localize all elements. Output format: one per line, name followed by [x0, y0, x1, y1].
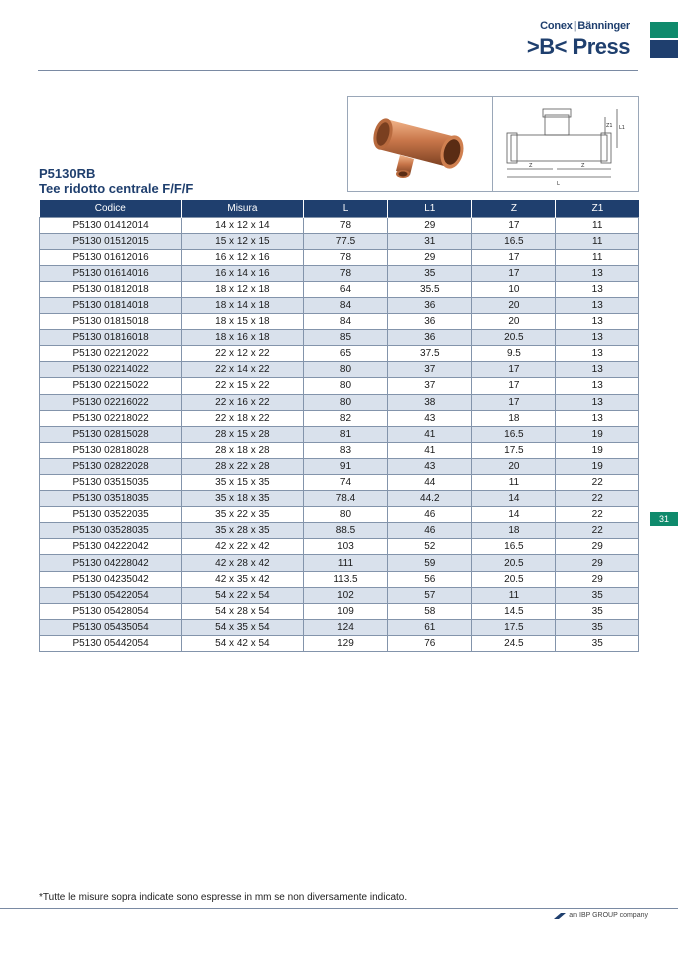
table-cell: P5130 05422054 — [40, 587, 182, 603]
table-cell: P5130 01412014 — [40, 217, 182, 233]
table-cell: 59 — [388, 555, 472, 571]
table-cell: 17 — [472, 217, 556, 233]
table-cell: 13 — [556, 297, 639, 313]
brand-logo — [527, 20, 630, 60]
table-cell: 13 — [556, 265, 639, 281]
table-cell: 43 — [388, 410, 472, 426]
table-cell: 111 — [303, 555, 388, 571]
table-cell: 18 — [472, 523, 556, 539]
table-cell: 109 — [303, 603, 388, 619]
table-cell: 35 — [556, 635, 639, 651]
table-cell: 102 — [303, 587, 388, 603]
table-cell: 29 — [556, 555, 639, 571]
column-header: Codice — [40, 200, 182, 217]
table-cell: 76 — [388, 635, 472, 651]
table-row — [40, 571, 639, 587]
table-cell: 9.5 — [472, 346, 556, 362]
table-cell: P5130 04235042 — [40, 571, 182, 587]
table-cell: 91 — [303, 458, 388, 474]
table-cell: P5130 01614016 — [40, 265, 182, 281]
table-row — [40, 555, 639, 571]
ibp-wing-icon — [554, 913, 566, 919]
table-cell: P5130 02215022 — [40, 378, 182, 394]
table-cell: 85 — [303, 330, 388, 346]
table-row — [40, 410, 639, 426]
table-cell: 78 — [303, 265, 388, 281]
table-cell: 29 — [388, 217, 472, 233]
table-row — [40, 491, 639, 507]
table-cell: 103 — [303, 539, 388, 555]
table-cell: 13 — [556, 330, 639, 346]
table-cell: 19 — [556, 442, 639, 458]
table-cell: P5130 03522035 — [40, 507, 182, 523]
table-cell: 22 — [556, 523, 639, 539]
table-cell: 41 — [388, 442, 472, 458]
table-cell: 18 — [472, 410, 556, 426]
company-name — [527, 20, 630, 32]
table-cell: 74 — [303, 475, 388, 491]
footer-company — [554, 912, 648, 919]
table-cell: 78 — [303, 249, 388, 265]
table-cell: 44.2 — [388, 491, 472, 507]
column-header: Misura — [182, 200, 304, 217]
dim-label-z1: Z1 — [606, 123, 613, 129]
table-row — [40, 442, 639, 458]
table-cell: 88.5 — [303, 523, 388, 539]
table-cell: P5130 05435054 — [40, 619, 182, 635]
table-cell: 35 x 18 x 35 — [182, 491, 304, 507]
table-cell: 13 — [556, 346, 639, 362]
table-cell: 43 — [388, 458, 472, 474]
table-cell: 37 — [388, 362, 472, 378]
table-cell: 37.5 — [388, 346, 472, 362]
table-cell: 24.5 — [472, 635, 556, 651]
table-cell: P5130 03518035 — [40, 491, 182, 507]
table-cell: 35 x 22 x 35 — [182, 507, 304, 523]
table-row — [40, 346, 639, 362]
table-cell: 20 — [472, 458, 556, 474]
table-cell: 35 x 28 x 35 — [182, 523, 304, 539]
table-cell: P5130 02822028 — [40, 458, 182, 474]
table-cell: 13 — [556, 314, 639, 330]
table-row — [40, 587, 639, 603]
table-cell: 11 — [556, 217, 639, 233]
table-cell: P5130 01512015 — [40, 233, 182, 249]
table-cell: 28 x 22 x 28 — [182, 458, 304, 474]
table-cell: 124 — [303, 619, 388, 635]
table-row — [40, 475, 639, 491]
table-cell: 22 x 18 x 22 — [182, 410, 304, 426]
table-row — [40, 330, 639, 346]
product-code: P5130RB — [39, 166, 96, 181]
table-cell: 13 — [556, 394, 639, 410]
table-cell: 28 x 18 x 28 — [182, 442, 304, 458]
technical-drawing — [493, 96, 639, 192]
footer-divider — [0, 908, 678, 909]
page-number: 31 — [650, 512, 678, 526]
table-row — [40, 265, 639, 281]
table-cell: 64 — [303, 281, 388, 297]
table-cell: 29 — [556, 539, 639, 555]
table-cell: 61 — [388, 619, 472, 635]
table-row — [40, 603, 639, 619]
table-cell: 31 — [388, 233, 472, 249]
table-cell: 13 — [556, 410, 639, 426]
table-cell: 36 — [388, 297, 472, 313]
table-cell: 19 — [556, 458, 639, 474]
table-cell: P5130 01815018 — [40, 314, 182, 330]
table-cell: 11 — [472, 587, 556, 603]
table-cell: 19 — [556, 426, 639, 442]
table-cell: P5130 02216022 — [40, 394, 182, 410]
table-cell: P5130 05442054 — [40, 635, 182, 651]
table-cell: P5130 01612016 — [40, 249, 182, 265]
table-cell: 78 — [303, 217, 388, 233]
table-cell: P5130 02212022 — [40, 346, 182, 362]
table-cell: 46 — [388, 507, 472, 523]
table-cell: P5130 03528035 — [40, 523, 182, 539]
table-row — [40, 378, 639, 394]
table-cell: 29 — [388, 249, 472, 265]
table-row — [40, 314, 639, 330]
table-cell: 80 — [303, 394, 388, 410]
table-cell: 17 — [472, 265, 556, 281]
table-cell: 35 x 15 x 35 — [182, 475, 304, 491]
header-divider — [38, 70, 638, 71]
column-header: Z1 — [556, 200, 639, 217]
table-row — [40, 297, 639, 313]
table-cell: 14.5 — [472, 603, 556, 619]
table-cell: 80 — [303, 378, 388, 394]
table-cell: 11 — [556, 249, 639, 265]
table-cell: 16.5 — [472, 539, 556, 555]
table-cell: P5130 01816018 — [40, 330, 182, 346]
table-cell: 14 — [472, 491, 556, 507]
table-cell: 38 — [388, 394, 472, 410]
table-cell: 15 x 12 x 15 — [182, 233, 304, 249]
table-cell: 129 — [303, 635, 388, 651]
table-cell: 84 — [303, 314, 388, 330]
table-cell: 54 x 42 x 54 — [182, 635, 304, 651]
table-cell: 20 — [472, 314, 556, 330]
table-cell: 22 — [556, 507, 639, 523]
copper-tee-icon — [348, 97, 492, 191]
column-header: L1 — [388, 200, 472, 217]
table-cell: 22 x 14 x 22 — [182, 362, 304, 378]
table-row — [40, 362, 639, 378]
table-cell: 10 — [472, 281, 556, 297]
table-cell: 18 x 14 x 18 — [182, 297, 304, 313]
product-name: Tee ridotto centrale F/F/F — [39, 181, 194, 196]
table-cell: 28 x 15 x 28 — [182, 426, 304, 442]
table-cell: P5130 01814018 — [40, 297, 182, 313]
dim-label-l1: L1 — [619, 125, 625, 131]
table-cell: 14 — [472, 507, 556, 523]
table-cell: 46 — [388, 523, 472, 539]
table-cell: 14 x 12 x 14 — [182, 217, 304, 233]
table-cell: 17 — [472, 394, 556, 410]
table-cell: 17.5 — [472, 619, 556, 635]
table-cell: 35 — [556, 603, 639, 619]
table-cell: 81 — [303, 426, 388, 442]
table-cell: 13 — [556, 378, 639, 394]
table-cell: 29 — [556, 571, 639, 587]
table-row — [40, 426, 639, 442]
table-cell: 35.5 — [388, 281, 472, 297]
table-row — [40, 249, 639, 265]
table-cell: 16.5 — [472, 233, 556, 249]
brand-separator: | — [573, 20, 577, 32]
table-header-row — [40, 200, 639, 217]
table-cell: P5130 01812018 — [40, 281, 182, 297]
column-header: L — [303, 200, 388, 217]
table-cell: 83 — [303, 442, 388, 458]
company-name-part2: Bänninger — [577, 20, 630, 32]
table-cell: P5130 02815028 — [40, 426, 182, 442]
table-cell: P5130 03515035 — [40, 475, 182, 491]
table-cell: 22 x 12 x 22 — [182, 346, 304, 362]
table-cell: 16.5 — [472, 426, 556, 442]
table-row — [40, 619, 639, 635]
table-cell: 17 — [472, 378, 556, 394]
table-cell: 58 — [388, 603, 472, 619]
table-cell: 54 x 35 x 54 — [182, 619, 304, 635]
table-cell: 22 — [556, 491, 639, 507]
table-cell: 18 x 16 x 18 — [182, 330, 304, 346]
table-cell: 20 — [472, 297, 556, 313]
table-cell: 36 — [388, 314, 472, 330]
table-cell: 42 x 22 x 42 — [182, 539, 304, 555]
table-row — [40, 217, 639, 233]
table-cell: 22 x 16 x 22 — [182, 394, 304, 410]
table-cell: 41 — [388, 426, 472, 442]
table-cell: 22 — [556, 475, 639, 491]
table-cell: 16 x 14 x 16 — [182, 265, 304, 281]
table-cell: P5130 04228042 — [40, 555, 182, 571]
company-name-part1: Conex — [540, 20, 573, 32]
table-cell: P5130 02818028 — [40, 442, 182, 458]
footnote: *Tutte le misure sopra indicate sono espresse in mm se non diversamente indicato. — [39, 892, 408, 903]
table-cell: 18 x 15 x 18 — [182, 314, 304, 330]
table-cell: 18 x 12 x 18 — [182, 281, 304, 297]
table-cell: 13 — [556, 281, 639, 297]
table-cell: 54 x 28 x 54 — [182, 603, 304, 619]
tee-dimension-drawing-icon — [493, 97, 639, 193]
table-cell: 113.5 — [303, 571, 388, 587]
table-cell: 35 — [556, 587, 639, 603]
table-cell: 44 — [388, 475, 472, 491]
table-cell: 36 — [388, 330, 472, 346]
table-cell: 80 — [303, 362, 388, 378]
table-cell: 17.5 — [472, 442, 556, 458]
table-cell: 17 — [472, 249, 556, 265]
table-row — [40, 281, 639, 297]
table-cell: 65 — [303, 346, 388, 362]
table-cell: 11 — [472, 475, 556, 491]
column-header: Z — [472, 200, 556, 217]
table-cell: P5130 05428054 — [40, 603, 182, 619]
table-cell: 57 — [388, 587, 472, 603]
table-cell: 17 — [472, 362, 556, 378]
table-cell: 13 — [556, 362, 639, 378]
table-cell: 54 x 22 x 54 — [182, 587, 304, 603]
dim-label-z-left: Z — [529, 163, 533, 169]
section-tab-blue — [650, 40, 678, 58]
table-cell: 84 — [303, 297, 388, 313]
dim-label-l: L — [557, 181, 560, 187]
table-cell: 20.5 — [472, 555, 556, 571]
product-photo — [347, 96, 493, 192]
table-cell: 37 — [388, 378, 472, 394]
footer-company-text: an IBP GROUP company — [569, 912, 648, 919]
table-cell: 82 — [303, 410, 388, 426]
table-cell: P5130 02218022 — [40, 410, 182, 426]
dim-label-z-right: Z — [581, 163, 585, 169]
table-cell: 42 x 28 x 42 — [182, 555, 304, 571]
table-row — [40, 523, 639, 539]
table-row — [40, 539, 639, 555]
table-cell: 80 — [303, 507, 388, 523]
table-cell: 16 x 12 x 16 — [182, 249, 304, 265]
table-row — [40, 458, 639, 474]
table-cell: P5130 02214022 — [40, 362, 182, 378]
table-cell: 77.5 — [303, 233, 388, 249]
table-cell: 52 — [388, 539, 472, 555]
table-cell: 42 x 35 x 42 — [182, 571, 304, 587]
table-row — [40, 507, 639, 523]
table-cell: P5130 04222042 — [40, 539, 182, 555]
table-row — [40, 394, 639, 410]
table-cell: 20.5 — [472, 571, 556, 587]
table-row — [40, 233, 639, 249]
table-cell: 22 x 15 x 22 — [182, 378, 304, 394]
dimensions-table — [39, 200, 639, 652]
table-cell: 20.5 — [472, 330, 556, 346]
table-cell: 11 — [556, 233, 639, 249]
product-line-title: >B< Press — [526, 34, 630, 59]
table-cell: 56 — [388, 571, 472, 587]
table-cell: 78.4 — [303, 491, 388, 507]
table-cell: 35 — [556, 619, 639, 635]
table-cell: 35 — [388, 265, 472, 281]
table-row — [40, 635, 639, 651]
section-tab-green — [650, 22, 678, 38]
